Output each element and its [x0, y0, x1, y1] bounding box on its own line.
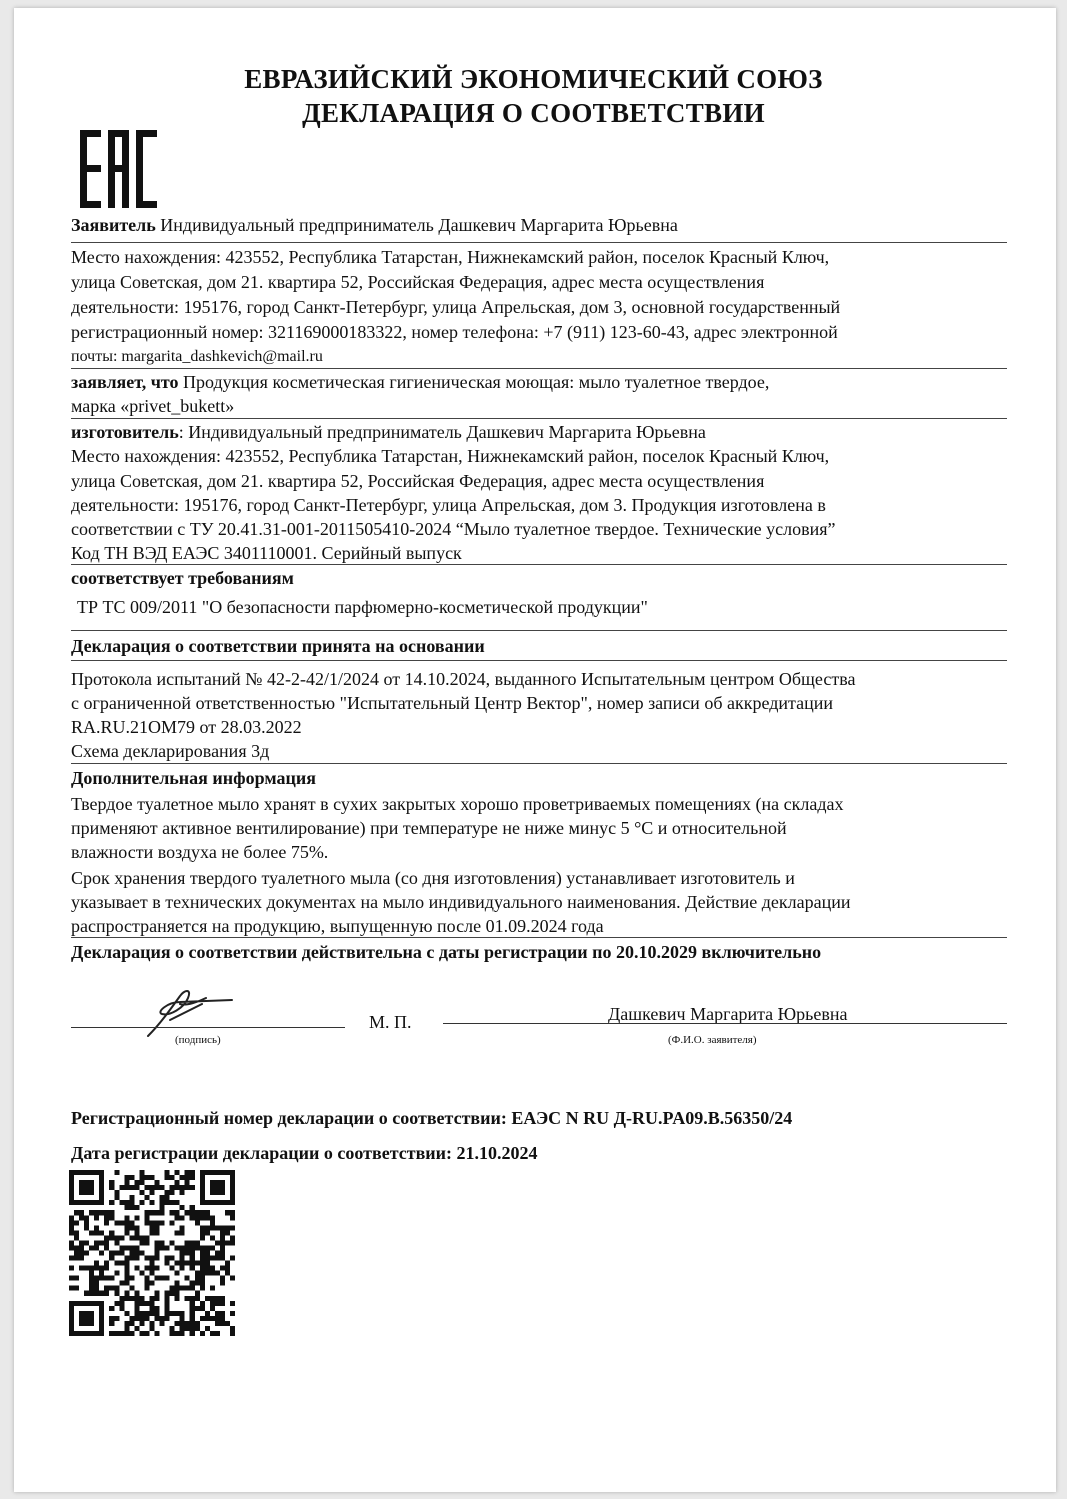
divider — [71, 763, 1007, 764]
name-line — [443, 1023, 1007, 1024]
signature-caption: (подпись) — [175, 1034, 221, 1046]
declares-row — [71, 370, 769, 394]
requirements-value: ТР ТС 009/2011 "О безопасности парфюмерно-косметической продукции" — [77, 597, 648, 617]
manufacturer-line: Код ТН ВЭД ЕАЭС 3401110001. Серийный выпуск — [71, 543, 462, 563]
name-caption: (Ф.И.О. заявителя) — [668, 1034, 757, 1046]
registration-date-text: Дата регистрации декларации о соответствии: 21.10.2024 — [71, 1143, 538, 1163]
qr-code[interactable] — [69, 1170, 235, 1336]
email-line: почты: margarita_dashkevich@mail.ru — [71, 348, 323, 365]
registration-number-text: Регистрационный номер декларации о соответствии: ЕАЭС N RU Д-RU.PA09.B.56350/24 — [71, 1108, 793, 1128]
divider — [71, 937, 1007, 938]
validity-line — [71, 940, 821, 964]
validity-text: Декларация о соответствии действительна с даты регистрации по 20.10.2029 включительно — [71, 942, 822, 962]
declares-label: заявляет, что — [71, 372, 179, 392]
location-line: Место нахождения: 423552, Республика Татарстан, Нижнекамский район, поселок Красный Ключ, — [71, 247, 830, 267]
union-title: ЕВРАЗИЙСКИЙ ЭКОНОМИЧЕСКИЙ СОЮЗ — [244, 64, 823, 94]
scheme-line: Схема декларирования 3д — [71, 741, 270, 761]
location-line: деятельности: 195176, город Санкт-Петербург, улица Апрельская, дом 3, основной государственный — [71, 297, 841, 317]
signature-line — [71, 1027, 345, 1028]
additional-line: Твердое туалетное мыло хранят в сухих закрытых хорошо проветриваемых помещениях (на складах — [71, 794, 844, 814]
basis-line: с ограниченной ответственностью "Испытательный Центр Вектор", номер записи об аккредитации — [71, 693, 833, 713]
applicant-value: Индивидуальный предприниматель Дашкевич Маргарита Юрьевна — [155, 215, 678, 235]
manufacturer-label: изготовитель — [71, 422, 179, 442]
additional-line: влажности воздуха не более 75%. — [71, 842, 329, 862]
divider — [71, 660, 1007, 661]
basis-heading — [71, 634, 485, 658]
requirements-heading — [71, 566, 294, 590]
location-line: регистрационный номер: 321169000183322, номер телефона: +7 (911) 123-60-43, адрес электронной — [71, 322, 838, 342]
manufacturer-row — [71, 420, 706, 444]
requirements-heading-text: соответствует требованиям — [71, 568, 294, 588]
declares-value: Продукция косметическая гигиеническая моющая: мыло туалетное твердое, — [178, 372, 770, 392]
divider — [71, 564, 1007, 565]
applicant-label: Заявитель — [71, 215, 156, 235]
manufacturer-line: Место нахождения: 423552, Республика Татарстан, Нижнекамский район, поселок Красный Ключ, — [71, 446, 830, 466]
divider — [71, 368, 1007, 369]
additional-line: Срок хранения твердого туалетного мыла (со дня изготовления) устанавливает изготовитель и — [71, 868, 795, 888]
basis-line: RA.RU.21ОМ79 от 28.03.2022 — [71, 717, 302, 737]
applicant-name: Дашкевич Маргарита Юрьевна — [608, 1004, 848, 1024]
location-line: улица Советская, дом 21. квартира 52, Российская Федерация, адрес места осуществления — [71, 272, 765, 292]
additional-heading-text: Дополнительная информация — [71, 768, 316, 788]
stamp-label: М. П. — [369, 1012, 412, 1032]
declaration-title: ДЕКЛАРАЦИЯ О СООТВЕТСТВИИ — [302, 98, 765, 128]
registration-date — [71, 1141, 538, 1165]
additional-heading — [71, 766, 316, 790]
additional-line: указывает в технических документах на мыло индивидуального наименования. Действие декларации — [71, 892, 851, 912]
divider — [71, 418, 1007, 419]
manufacturer-value: : Индивидуальный предприниматель Дашкевич Маргарита Юрьевна — [178, 422, 706, 442]
basis-heading-text: Декларация о соответствии принята на основании — [71, 636, 485, 656]
basis-line: Протокола испытаний № 42-2-42/1/2024 от 14.10.2024, выданного Испытательным центром Общества — [71, 669, 856, 689]
product-brand: марка «privet_bukett» — [71, 396, 235, 416]
manufacturer-line: деятельности: 195176, город Санкт-Петербург, улица Апрельская, дом 3. Продукция изготовлена в — [71, 495, 826, 515]
divider — [71, 630, 1007, 631]
additional-line: применяют активное вентилирование) при температуре не ниже минус 5 °С и относительной — [71, 818, 787, 838]
manufacturer-line: соответствии с ТУ 20.41.31-001-2011505410-2024 “Мыло туалетное твердое. Технические условия” — [71, 519, 836, 539]
additional-line: распространяется на продукцию, выпущенную после 01.09.2024 года — [71, 916, 604, 936]
manufacturer-line: улица Советская, дом 21. квартира 52, Российская Федерация, адрес места осуществления — [71, 471, 765, 491]
eac-logo — [80, 130, 158, 208]
registration-number — [71, 1106, 792, 1130]
divider — [71, 242, 1007, 243]
applicant-row — [71, 213, 678, 237]
